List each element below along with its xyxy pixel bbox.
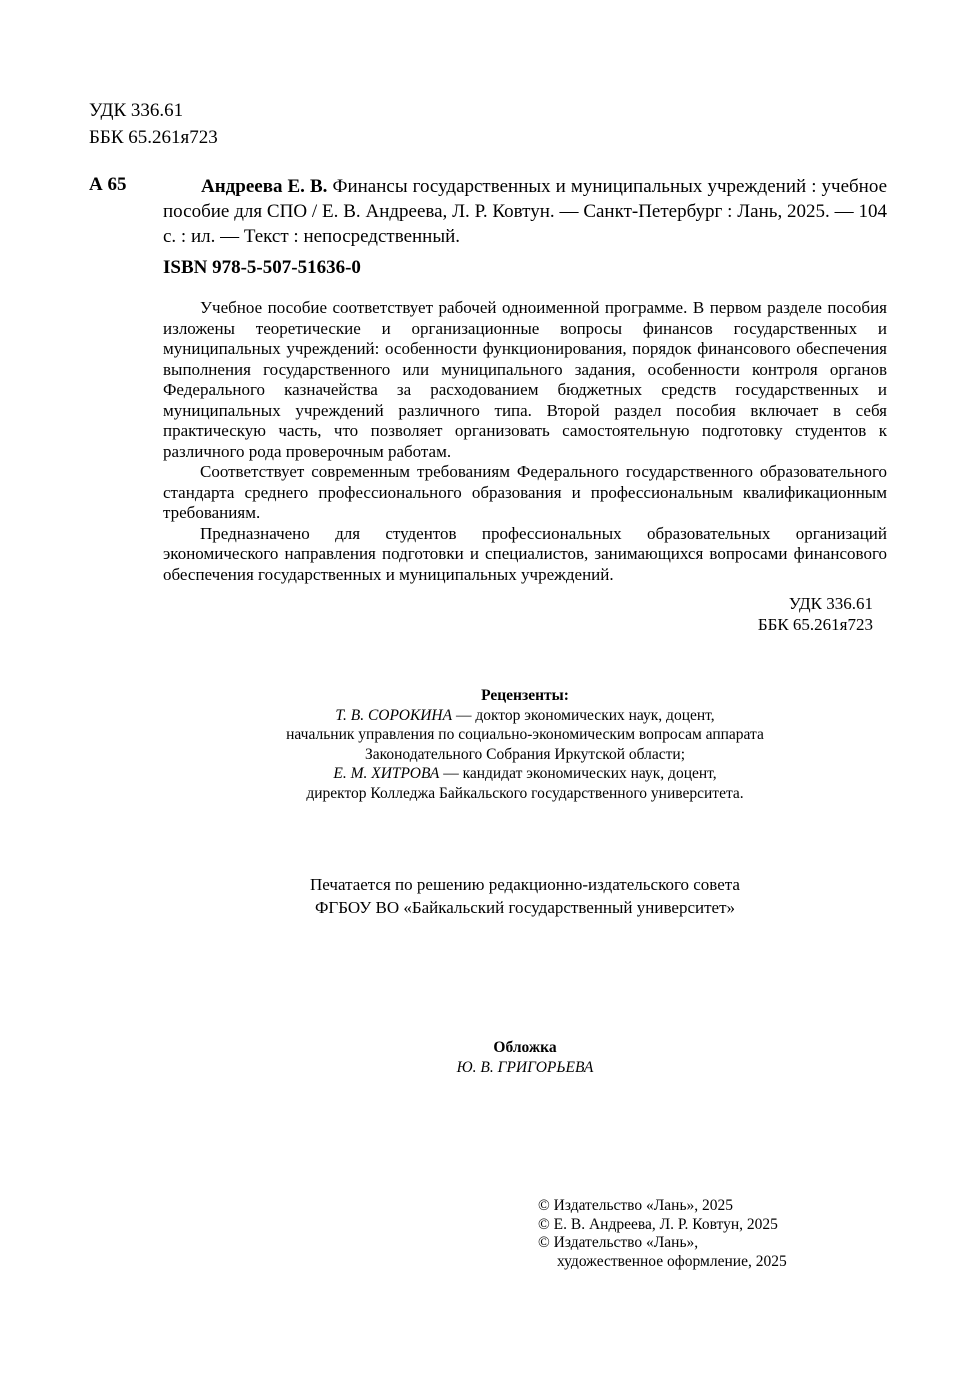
reviewer-name: Т. В. СОРОКИНА bbox=[335, 706, 453, 724]
copyright-block bbox=[538, 1197, 787, 1271]
reviewer-position: директор Колледжа Байкальского государственного университета. bbox=[306, 784, 744, 802]
copyright-line: © Е. В. Андреева, Л. Р. Ковтун, 2025 bbox=[538, 1215, 778, 1233]
classification-right bbox=[700, 593, 873, 635]
reviewer-degree: — доктор экономических наук, доцент, bbox=[452, 706, 715, 724]
abstract-paragraph: Предназначено для студентов профессиональных образовательных организаций экономического направления подготовки и специалистов, занимающихся вопросами финансового обеспечения государственных и муниципальных учреждений. bbox=[163, 523, 887, 584]
cover-title: Обложка bbox=[493, 1039, 557, 1056]
reviewers-block bbox=[163, 686, 887, 803]
bbk-code: ББК 65.261я723 bbox=[89, 127, 218, 148]
bibliographic-description: Финансы государственных и муниципальных учреждений : учебное пособие для СПО / Е. В. Андреева, Л. Р. Ковтун. — Санкт-Петербург : Лань, 2025. — 104 с. : ил. — Текст : непосредственный. bbox=[163, 176, 888, 247]
abstract bbox=[163, 298, 887, 585]
council-line: ФГБОУ ВО «Байкальский государственный университет» bbox=[314, 898, 735, 917]
abstract-paragraph: Соответствует современным требованиям Федерального государственного образовательного стандарта среднего профессионального образования и профессиональным квалификационным требованиям. bbox=[163, 462, 887, 522]
isbn: ISBN 978-5-507-51636-0 bbox=[163, 257, 361, 278]
header-classification bbox=[89, 97, 218, 151]
reviewer-position: начальник управления по социально-экономическим вопросам аппарата bbox=[286, 726, 764, 743]
copyright-line: © Издательство «Лань», bbox=[538, 1234, 699, 1251]
publishing-council-note bbox=[163, 873, 887, 919]
udk-code: УДК 336.61 bbox=[788, 594, 873, 613]
reviewers-title: Рецензенты: bbox=[481, 687, 569, 704]
council-line: Печатается по решению редакционно-издательского совета bbox=[310, 875, 740, 894]
abstract-paragraph: Учебное пособие соответствует рабочей одноименной программе. В первом разделе пособия изложены теоретические и организационные вопросы финансов государственных и муниципальных учреждений: особенности функционирования, порядок финансового обеспечения выполнения государственного или муниципального задания, особенности контроля органов Федерального казначейства за расходованием бюджетных средств государственных и муниципальных учреждений различного типа. Второй раздел пособия включает в себя практическую часть, что позволяет организовать самостоятельную подготовку студентов к различного рода проверочным работам. bbox=[163, 298, 887, 461]
bibliographic-record bbox=[163, 174, 887, 249]
reviewer-degree: — кандидат экономических наук, доцент, bbox=[439, 765, 717, 782]
cover-designer: Ю. В. ГРИГОРЬЕВА bbox=[456, 1059, 594, 1076]
copyright-line: художественное оформление, 2025 bbox=[557, 1252, 787, 1270]
author-name: Андреева Е. В. bbox=[201, 176, 328, 197]
cover-credit bbox=[163, 1038, 887, 1078]
bbk-code: ББК 65.261я723 bbox=[757, 615, 873, 634]
author-code: А 65 bbox=[89, 174, 127, 195]
copyright-line: © Издательство «Лань», 2025 bbox=[538, 1197, 734, 1214]
reviewer-name: Е. М. ХИТРОВА bbox=[333, 765, 440, 782]
reviewer-position: Законодательного Собрания Иркутской области; bbox=[364, 745, 686, 763]
udk-code: УДК 336.61 bbox=[89, 100, 184, 121]
